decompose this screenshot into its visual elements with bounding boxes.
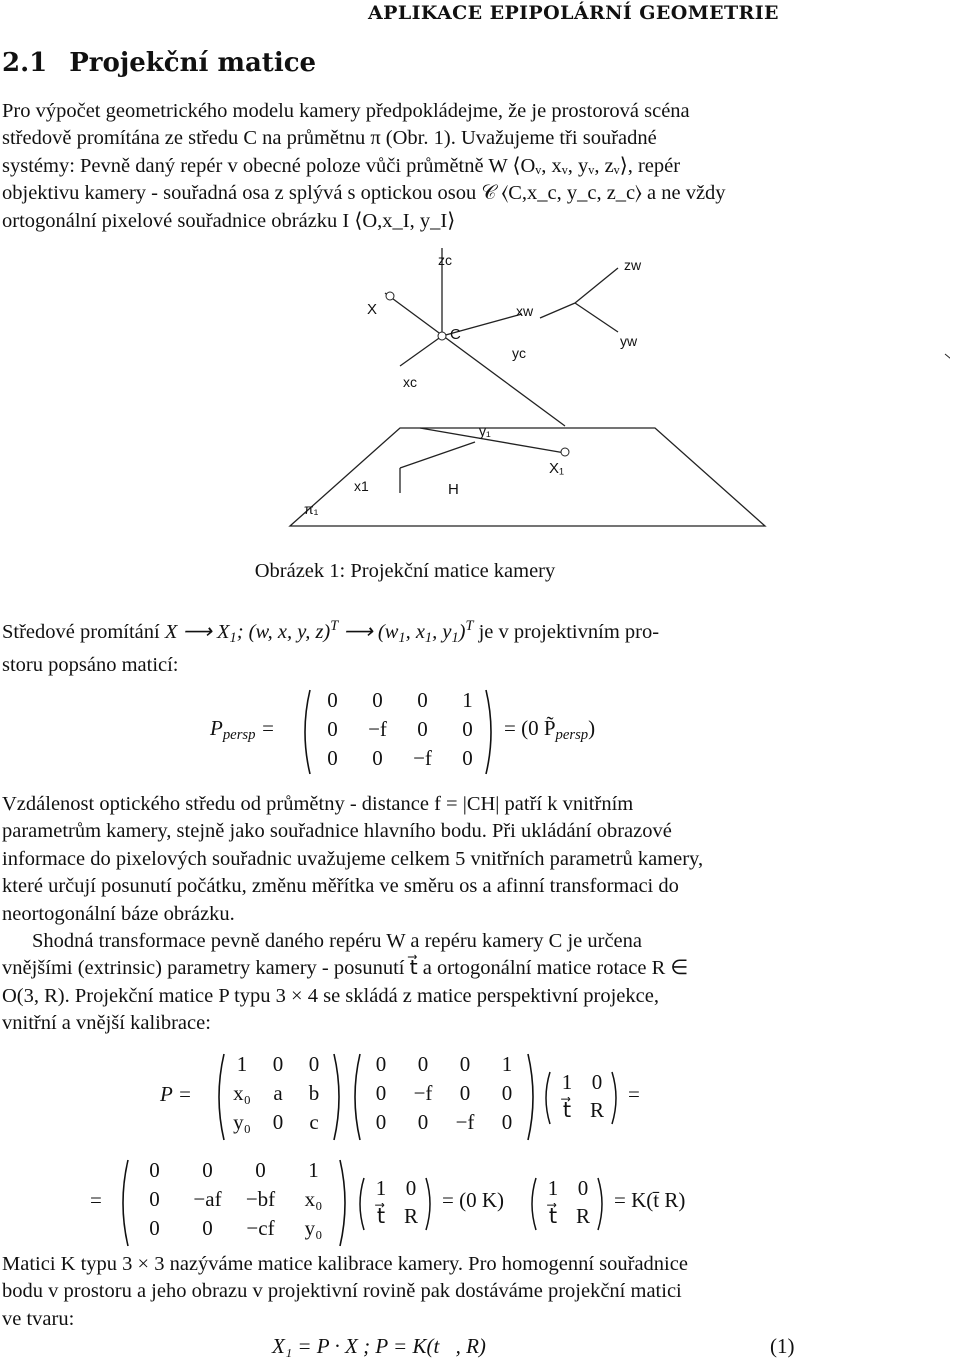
matrix-cell: 0	[149, 1187, 160, 1211]
matrix-cell: t⃗	[562, 1098, 572, 1122]
matrix-cell: 0	[255, 1158, 266, 1182]
equation-p-expanded	[90, 1158, 730, 1248]
matrix-cell: 1	[561, 1070, 573, 1094]
para5-line-1: Matici K typu 3 × 3 nazýváme matice kalibrace kamery. Pro homogenní souřadnice	[2, 1253, 688, 1275]
matrix-cell: R	[575, 1204, 590, 1228]
matrix-cell: t⃗	[548, 1204, 558, 1228]
label-pi1: π₁	[304, 501, 319, 517]
matrix-cell: 0	[462, 746, 473, 770]
matrix-cell: −f	[413, 1081, 433, 1105]
matrix-cell: R	[589, 1098, 604, 1122]
para3-line-5: neortogonální báze obrázku.	[2, 902, 235, 925]
matrix-cell: 0	[372, 688, 383, 712]
section-number: 2.1	[2, 48, 48, 78]
matrix-cell: −f	[455, 1110, 475, 1134]
para2-text-b: je v projektivním pro-	[473, 621, 660, 643]
para4-line-4: vnitřní a vnější kalibrace:	[2, 1012, 211, 1035]
label-H: H	[448, 481, 459, 498]
label-X: X	[367, 301, 378, 318]
label-zw: zw	[624, 257, 642, 273]
paragraph-central-projection	[2, 613, 812, 680]
matrix-cell: 1	[501, 1052, 513, 1076]
eq-p2-m2-left-paren	[354, 1176, 366, 1232]
paragraph-focal-distance	[2, 791, 812, 928]
para4-line-3: O(3, R). Projekční matice P typu 3 × 4 se skládá z matice perspektivní projekce,	[2, 984, 659, 1007]
eq-persp-right-paren	[484, 688, 498, 776]
matrix-cell: 0	[327, 688, 338, 712]
eq-p-lhs: P =	[160, 1082, 192, 1106]
matrix-cell: −af	[193, 1187, 222, 1211]
para3-line-4: které určují posunutí počátku, změnu měřítka ve směru os a afinní transformaci do	[2, 875, 679, 898]
formula-inline: X ⟶ $X_1$; (w, x, y, z)$^T$ ⟶ ($w_1$, $x_1$, $y_1)^T$	[164, 618, 474, 646]
eq-p2-tail: = K(t̄ R)	[614, 1188, 686, 1212]
matrix-cell: 1	[547, 1176, 559, 1200]
axis-yw	[575, 303, 618, 332]
para4-line-1: Shodná transformace pevně daného repéru W a repéru kamery C je určena	[32, 930, 642, 952]
axis-xw	[540, 303, 575, 318]
matrix-cell: 0	[272, 1110, 284, 1134]
matrix-cell: 0	[417, 1110, 429, 1134]
matrix-cell: t⃗	[376, 1204, 386, 1228]
point-X1	[561, 448, 569, 456]
matrix-cell: x₀	[233, 1081, 251, 1105]
matrix-cell: 0	[202, 1158, 213, 1182]
eq-p-m2-right-paren	[526, 1052, 540, 1142]
eq-p2-m3-right-paren	[596, 1176, 608, 1232]
edge-tick	[945, 354, 950, 368]
eq-p-extrinsic-matrix	[552, 1070, 612, 1126]
para3-line-2: parametrům kamery, stejně jako souřadnice hlavního bodu. Při ukládání obrazové	[2, 820, 672, 843]
eq-p-m1-right-paren	[332, 1052, 346, 1142]
matrix-cell: x₀	[304, 1187, 323, 1211]
matrix-cell: 1	[462, 688, 473, 712]
eq-p2-extrinsic-matrix-b	[538, 1176, 598, 1232]
matrix-cell: 0	[327, 746, 338, 770]
para4-line-2: vnějšími (extrinsic) parametry kamery - posunutí t⃗ a ortogonální matice rotace R ∈	[2, 957, 689, 980]
matrix-cell: 0	[375, 1081, 387, 1105]
matrix-cell: −f	[413, 746, 432, 770]
matrix-cell: 0	[462, 717, 473, 741]
paragraph-extrinsic	[2, 928, 812, 1038]
matrix-cell: 0	[417, 717, 428, 741]
eq-p2-combined-matrix	[128, 1158, 340, 1248]
label-X1: X₁	[549, 460, 565, 477]
para2-line-2: storu popsáno maticí:	[2, 654, 179, 677]
eq-p2-m3-left-paren	[526, 1176, 538, 1232]
eq-persp-lhs: $P_{persp}$ =	[210, 716, 275, 743]
section-title-text: Projekční matice	[69, 48, 317, 78]
matrix-cell: 0	[417, 688, 428, 712]
eq-p-tail: =	[628, 1082, 640, 1106]
running-head: APLIKACE EPIPOLÁRNÍ GEOMETRIE	[368, 2, 779, 24]
equation-p-persp	[210, 688, 630, 776]
matrix-cell: 0	[405, 1176, 417, 1200]
label-yw: yw	[620, 333, 638, 349]
axis-xc	[400, 336, 442, 366]
matrix-cell: 0	[375, 1052, 387, 1076]
label-zc: zc	[438, 252, 452, 268]
matrix-cell: 0	[327, 717, 338, 741]
matrix-cell: 1	[236, 1052, 248, 1076]
projection-figure	[250, 248, 950, 538]
matrix-cell: 0	[501, 1110, 513, 1134]
point-C	[438, 332, 446, 340]
para5-line-2: bodu v prostoru a jeho obrazu v projektivní rovině pak dostáváme projekční matici	[2, 1280, 682, 1303]
matrix-cell: 0	[149, 1158, 160, 1182]
eq-persp-rhs: = (0 $P̃_{persp}$)	[504, 716, 596, 743]
para2-line-1	[2, 613, 812, 652]
point-X	[386, 292, 394, 300]
label-xw: xw	[516, 303, 534, 319]
matrix-cell: 0	[272, 1052, 284, 1076]
section-title	[2, 48, 316, 78]
image-plane	[290, 428, 765, 526]
matrix-cell: 0	[459, 1081, 471, 1105]
matrix-cell: 0	[459, 1052, 471, 1076]
projection-ray-lower	[420, 428, 565, 453]
figure-caption: Obrázek 1: Projekční matice kamery	[254, 560, 556, 582]
intro-line-5: ortogonální pixelové souřadnice obrázku I ⟨O,x_I, y_I⟩	[2, 209, 456, 232]
paragraph-calibration	[2, 1251, 812, 1333]
label-C: C	[450, 326, 461, 343]
equation-number: (1)	[770, 1334, 795, 1358]
label-xc: xc	[403, 374, 417, 390]
matrix-cell: a	[273, 1081, 283, 1105]
matrix-cell: 0	[591, 1070, 603, 1094]
equation-final: X₁ = P · X ; P = K(t⃗, R)	[272, 1334, 486, 1358]
label-x1: x1	[354, 478, 369, 494]
eq-p-intrinsic-matrix	[224, 1052, 334, 1142]
label-y1: y₁	[479, 423, 491, 439]
eq-p-persp-matrix	[360, 1052, 530, 1142]
matrix-cell: c	[309, 1110, 319, 1134]
label-yc: yc	[512, 345, 526, 361]
eq-p2-lead: =	[90, 1188, 102, 1212]
intro-paragraph	[2, 98, 812, 235]
matrix-cell: R	[403, 1204, 418, 1228]
equation-p-product	[160, 1052, 680, 1142]
eq-p2-m1-right-paren	[338, 1158, 352, 1248]
intro-line-3: systémy: Pevně daný repér v obecné poloze vůči průmětně W ⟨Oᵥ, xᵥ, yᵥ, zᵥ⟩, repér	[2, 154, 681, 177]
para2-text-a: Středové promítání	[2, 621, 165, 643]
matrix-cell: −bf	[245, 1187, 276, 1211]
matrix-cell: 0	[308, 1052, 320, 1076]
eq-p2-m2-right-paren	[424, 1176, 436, 1232]
axis-zw	[575, 268, 618, 303]
matrix-cell: 0	[149, 1216, 160, 1240]
projection-ray-upper	[385, 293, 565, 426]
matrix-cell: 0	[372, 746, 383, 770]
matrix-cell: y₀	[233, 1110, 251, 1134]
matrix-cell: 0	[202, 1216, 213, 1240]
eq-p2-mid: = (0 K)	[442, 1188, 504, 1212]
intro-line-1: Pro výpočet geometrického modelu kamery předpokládejme, že je prostorová scéna	[2, 100, 690, 122]
matrix-cell: −f	[368, 717, 387, 741]
eq-p2-extrinsic-matrix-a	[366, 1176, 426, 1232]
matrix-cell: −cf	[246, 1216, 275, 1240]
matrix-cell: y₀	[304, 1216, 323, 1240]
eq-persp-matrix	[310, 688, 490, 776]
para3-line-3: informace do pixelových souřadnic uvažujeme celkem 5 vnitřních parametrů kamery,	[2, 847, 704, 870]
matrix-cell: b	[308, 1081, 320, 1105]
matrix-cell: 0	[375, 1110, 387, 1134]
eq-p-m3-left-paren	[540, 1070, 552, 1126]
intro-line-2: středově promítána ze středu C na průmětnu π (Obr. 1). Uvažujeme tři souřadné	[2, 127, 657, 150]
para3-line-1: Vzdálenost optického středu od průmětny - distance f = |CH| patří k vnitřním	[2, 793, 634, 815]
matrix-cell: 1	[308, 1158, 319, 1182]
axis-y1-line	[400, 442, 475, 468]
eq-p-m3-right-paren	[610, 1070, 622, 1126]
matrix-cell: 1	[375, 1176, 387, 1200]
matrix-cell: 0	[501, 1081, 513, 1105]
matrix-cell: 0	[417, 1052, 429, 1076]
para5-line-3: ve tvaru:	[2, 1307, 75, 1330]
intro-line-4: objektivu kamery - souřadná osa z splývá s optickou osou 𝒞 ⟨C,x_c, y_c, z_c⟩ a ne vždy	[2, 182, 726, 205]
matrix-cell: 0	[577, 1176, 589, 1200]
